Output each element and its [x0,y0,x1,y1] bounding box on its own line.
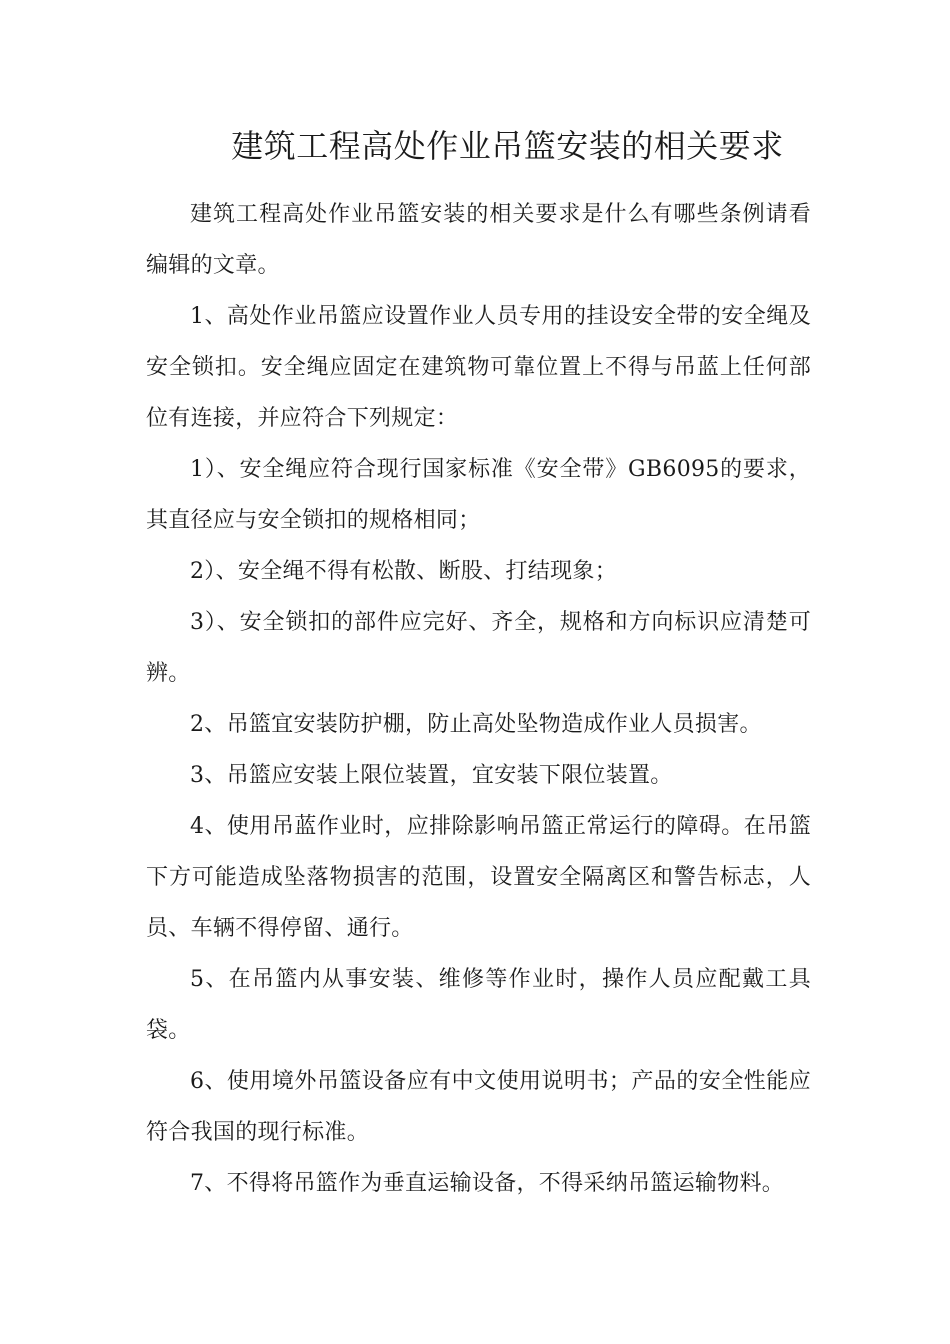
paragraph-item-3: 3、吊篮应安装上限位装置，宜安装下限位装置。 [190,763,673,788]
paragraph-item-1: 1、高处作业吊篮应设置作业人员专用的挂设安全带的安全绳及安全锁扣。安全绳应固定在建筑物可靠位置上不得与吊蓝上任何部位有连接，并应符合下列规定： [146,304,811,431]
paragraph-item-2: 2、吊篮宜安装防护棚，防止高处坠物造成作业人员损害。 [190,712,762,737]
paragraph-item-1-sub-3: 3）、安全锁扣的部件应完好、齐全，规格和方向标识应清楚可辨。 [146,610,811,686]
paragraph-item-1-sub-2: 2）、安全绳不得有松散、断股、打结现象； [190,559,617,584]
paragraph-item-7: 7、不得将吊篮作为垂直运输设备，不得采纳吊篮运输物料。 [190,1171,785,1196]
paragraph-item-5: 5、在吊篮内从事安装、维修等作业时，操作人员应配戴工具袋。 [146,967,811,1043]
document-title: 建筑工程高处作业吊篮安装的相关要求 [231,127,784,165]
paragraph-item-1-sub-1: 1）、安全绳应符合现行国家标准《安全带》GB6095的要求，其直径应与安全锁扣的规格相同； [146,457,811,533]
paragraph-intro: 建筑工程高处作业吊篮安装的相关要求是什么有哪些条例请看编辑的文章。 [146,202,811,278]
document-body [146,189,811,1209]
paragraph-item-6: 6、使用境外吊篮设备应有中文使用说明书；产品的安全性能应符合我国的现行标准。 [146,1069,811,1145]
paragraph-item-4: 4、使用吊蓝作业时，应排除影响吊篮正常运行的障碍。在吊篮下方可能造成坠落物损害的范围，设置安全隔离区和警告标志，人员、车辆不得停留、通行。 [146,814,811,941]
